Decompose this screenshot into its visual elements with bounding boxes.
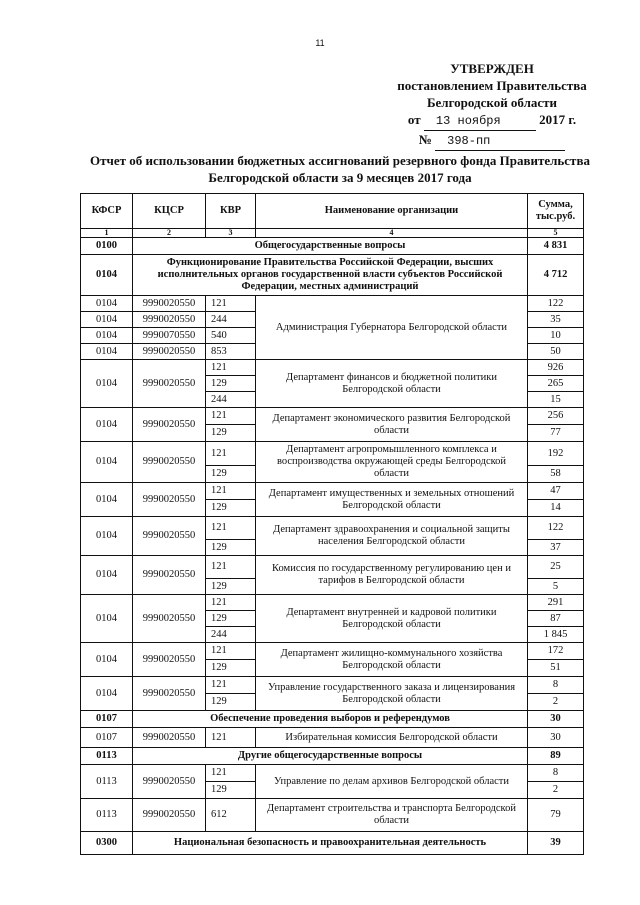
kfsr-cell: 0104 — [81, 517, 133, 556]
approval-stamp — [392, 60, 592, 151]
kfsr-cell: 0104 — [81, 408, 133, 442]
header-sum: Сумма, тыс.руб. — [528, 194, 584, 229]
section-kfsr: 0300 — [81, 832, 133, 855]
section-kfsr: 0100 — [81, 238, 133, 255]
table-row — [81, 556, 584, 579]
column-numbers-row — [81, 229, 584, 238]
kvr-cell: 129 — [206, 540, 256, 556]
kfsr-cell: 0104 — [81, 595, 133, 643]
date-prefix: от — [407, 112, 421, 127]
kvr-cell: 121 — [206, 677, 256, 694]
kvr-cell: 129 — [206, 579, 256, 595]
organization-cell: Департамент здравоохранения и социальной защиты населения Белгородской области — [256, 517, 528, 556]
table-row — [81, 728, 584, 748]
kvr-cell: 129 — [206, 611, 256, 627]
kvr-cell: 121 — [206, 728, 256, 748]
kfsr-cell: 0104 — [81, 344, 133, 360]
approval-heading: УТВЕРЖДЕН — [450, 61, 534, 76]
kvr-cell: 244 — [206, 392, 256, 408]
section-title: Функционирование Правительства Российской Федерации, высших исполнительных органов государственной власти субъектов Российской Федерации, местных администраций — [133, 255, 528, 296]
sum-cell: 47 — [528, 483, 584, 500]
kcsr-cell: 9990020550 — [133, 677, 206, 711]
column-number: 2 — [133, 229, 206, 238]
sum-cell: 926 — [528, 360, 584, 376]
kvr-cell: 129 — [206, 376, 256, 392]
table-row — [81, 677, 584, 694]
sum-cell: 87 — [528, 611, 584, 627]
kcsr-cell: 9990020550 — [133, 765, 206, 799]
kfsr-cell: 0104 — [81, 483, 133, 517]
kvr-cell: 244 — [206, 627, 256, 643]
section-title: Другие общегосударственные вопросы — [133, 748, 528, 765]
kvr-cell: 129 — [206, 466, 256, 483]
organization-cell: Департамент жилищно-коммунального хозяйства Белгородской области — [256, 643, 528, 677]
kcsr-cell: 9990020550 — [133, 517, 206, 556]
sum-cell: 2 — [528, 782, 584, 799]
approval-line: постановлением Правительства — [397, 78, 587, 93]
sum-cell: 291 — [528, 595, 584, 611]
kvr-cell: 129 — [206, 500, 256, 517]
kcsr-cell: 9990020550 — [133, 296, 206, 312]
organization-cell: Управление государственного заказа и лицензирования Белгородской области — [256, 677, 528, 711]
kvr-cell: 121 — [206, 765, 256, 782]
sum-cell: 5 — [528, 579, 584, 595]
sum-cell: 192 — [528, 442, 584, 466]
kvr-cell: 121 — [206, 296, 256, 312]
sum-cell: 8 — [528, 677, 584, 694]
sum-cell: 77 — [528, 425, 584, 442]
organization-cell: Избирательная комиссия Белгородской области — [256, 728, 528, 748]
organization-cell: Департамент агропромышленного комплекса и воспроизводства окружающей среды Белгородской области — [256, 442, 528, 483]
section-title: Общегосударственные вопросы — [133, 238, 528, 255]
organization-cell: Департамент строительства и транспорта Белгородской области — [256, 799, 528, 832]
kfsr-cell: 0104 — [81, 312, 133, 328]
kcsr-cell: 9990020550 — [133, 312, 206, 328]
organization-cell: Департамент внутренней и кадровой политики Белгородской области — [256, 595, 528, 643]
kvr-cell: 121 — [206, 442, 256, 466]
kcsr-cell: 9990020550 — [133, 408, 206, 442]
approval-date — [392, 111, 592, 131]
header-kcsr: КЦСР — [133, 194, 206, 229]
section-row — [81, 748, 584, 765]
table-row — [81, 408, 584, 425]
kvr-cell: 121 — [206, 408, 256, 425]
date-suffix: 2017 г. — [539, 112, 577, 127]
table-row — [81, 483, 584, 500]
kvr-cell: 121 — [206, 360, 256, 376]
kvr-cell: 121 — [206, 483, 256, 500]
kcsr-cell: 9990020550 — [133, 595, 206, 643]
section-kfsr: 0107 — [81, 711, 133, 728]
sum-cell: 8 — [528, 765, 584, 782]
document-title: Отчет об использовании бюджетных ассигнований резервного фонда Правительства Белгородской области за 9 месяцев 2017 года — [90, 153, 590, 185]
kfsr-cell: 0113 — [81, 799, 133, 832]
section-row — [81, 238, 584, 255]
kfsr-cell: 0113 — [81, 765, 133, 799]
sum-cell: 15 — [528, 392, 584, 408]
table-row — [81, 296, 584, 312]
kcsr-cell: 9990020550 — [133, 442, 206, 483]
table-body — [81, 238, 584, 855]
sum-cell: 25 — [528, 556, 584, 579]
section-total: 89 — [528, 748, 584, 765]
column-number: 3 — [206, 229, 256, 238]
page-number: 11 — [315, 38, 325, 48]
kcsr-cell: 9990020550 — [133, 799, 206, 832]
sum-cell: 30 — [528, 728, 584, 748]
header-kvr: КВР — [206, 194, 256, 229]
table-row — [81, 517, 584, 540]
section-total: 39 — [528, 832, 584, 855]
kfsr-cell: 0104 — [81, 442, 133, 483]
sum-cell: 50 — [528, 344, 584, 360]
sum-cell: 265 — [528, 376, 584, 392]
sum-cell: 14 — [528, 500, 584, 517]
kcsr-cell: 9990070550 — [133, 328, 206, 344]
report-table — [80, 193, 584, 855]
kcsr-cell: 9990020550 — [133, 483, 206, 517]
sum-cell: 2 — [528, 694, 584, 711]
number-prefix: № — [418, 132, 432, 147]
kfsr-cell: 0104 — [81, 296, 133, 312]
kcsr-cell: 9990020550 — [133, 556, 206, 595]
kcsr-cell: 9990020550 — [133, 643, 206, 677]
kvr-cell: 129 — [206, 694, 256, 711]
section-title: Национальная безопасность и правоохранительная деятельность — [133, 832, 528, 855]
approval-line: Белгородской области — [426, 95, 558, 110]
kvr-cell: 540 — [206, 328, 256, 344]
kvr-cell: 129 — [206, 782, 256, 799]
kvr-cell: 121 — [206, 595, 256, 611]
section-total: 4 712 — [528, 255, 584, 296]
sum-cell: 51 — [528, 660, 584, 677]
organization-cell: Департамент финансов и бюджетной политики Белгородской области — [256, 360, 528, 408]
sum-cell: 122 — [528, 517, 584, 540]
sum-cell: 122 — [528, 296, 584, 312]
organization-cell: Комиссия по государственному регулированию цен и тарифов в Белгородской области — [256, 556, 528, 595]
sum-cell: 58 — [528, 466, 584, 483]
section-row — [81, 711, 584, 728]
organization-cell: Департамент имущественных и земельных отношений Белгородской области — [256, 483, 528, 517]
table-row — [81, 799, 584, 832]
sum-cell: 37 — [528, 540, 584, 556]
sum-cell: 172 — [528, 643, 584, 660]
section-row — [81, 832, 584, 855]
table-row — [81, 765, 584, 782]
column-number: 4 — [256, 229, 528, 238]
section-total: 4 831 — [528, 238, 584, 255]
table-row — [81, 360, 584, 376]
organization-cell: Администрация Губернатора Белгородской области — [256, 296, 528, 360]
date-value: 13 ноября — [424, 113, 536, 131]
sum-cell: 35 — [528, 312, 584, 328]
kcsr-cell: 9990020550 — [133, 360, 206, 408]
kvr-cell: 129 — [206, 425, 256, 442]
kfsr-cell: 0104 — [81, 556, 133, 595]
kvr-cell: 121 — [206, 517, 256, 540]
number-value: 398-пп — [435, 133, 565, 151]
table-row — [81, 442, 584, 466]
kvr-cell: 612 — [206, 799, 256, 832]
header-kfsr: КФСР — [81, 194, 133, 229]
sum-cell: 256 — [528, 408, 584, 425]
section-kfsr: 0104 — [81, 255, 133, 296]
kvr-cell: 121 — [206, 643, 256, 660]
section-title: Обеспечение проведения выборов и референдумов — [133, 711, 528, 728]
header-organization: Наименование организации — [256, 194, 528, 229]
section-total: 30 — [528, 711, 584, 728]
kvr-cell: 121 — [206, 556, 256, 579]
organization-cell: Департамент экономического развития Белгородской области — [256, 408, 528, 442]
sum-cell: 10 — [528, 328, 584, 344]
kfsr-cell: 0104 — [81, 677, 133, 711]
kfsr-cell: 0104 — [81, 360, 133, 408]
section-kfsr: 0113 — [81, 748, 133, 765]
column-number: 5 — [528, 229, 584, 238]
kcsr-cell: 9990020550 — [133, 728, 206, 748]
organization-cell: Управление по делам архивов Белгородской области — [256, 765, 528, 799]
sum-cell: 79 — [528, 799, 584, 832]
header-row — [81, 194, 584, 229]
table-row — [81, 595, 584, 611]
kvr-cell: 853 — [206, 344, 256, 360]
table-row — [81, 643, 584, 660]
column-number: 1 — [81, 229, 133, 238]
kfsr-cell: 0104 — [81, 328, 133, 344]
section-row — [81, 255, 584, 296]
kcsr-cell: 9990020550 — [133, 344, 206, 360]
kfsr-cell: 0104 — [81, 643, 133, 677]
kvr-cell: 244 — [206, 312, 256, 328]
kfsr-cell: 0107 — [81, 728, 133, 748]
kvr-cell: 129 — [206, 660, 256, 677]
approval-number — [392, 131, 592, 151]
sum-cell: 1 845 — [528, 627, 584, 643]
